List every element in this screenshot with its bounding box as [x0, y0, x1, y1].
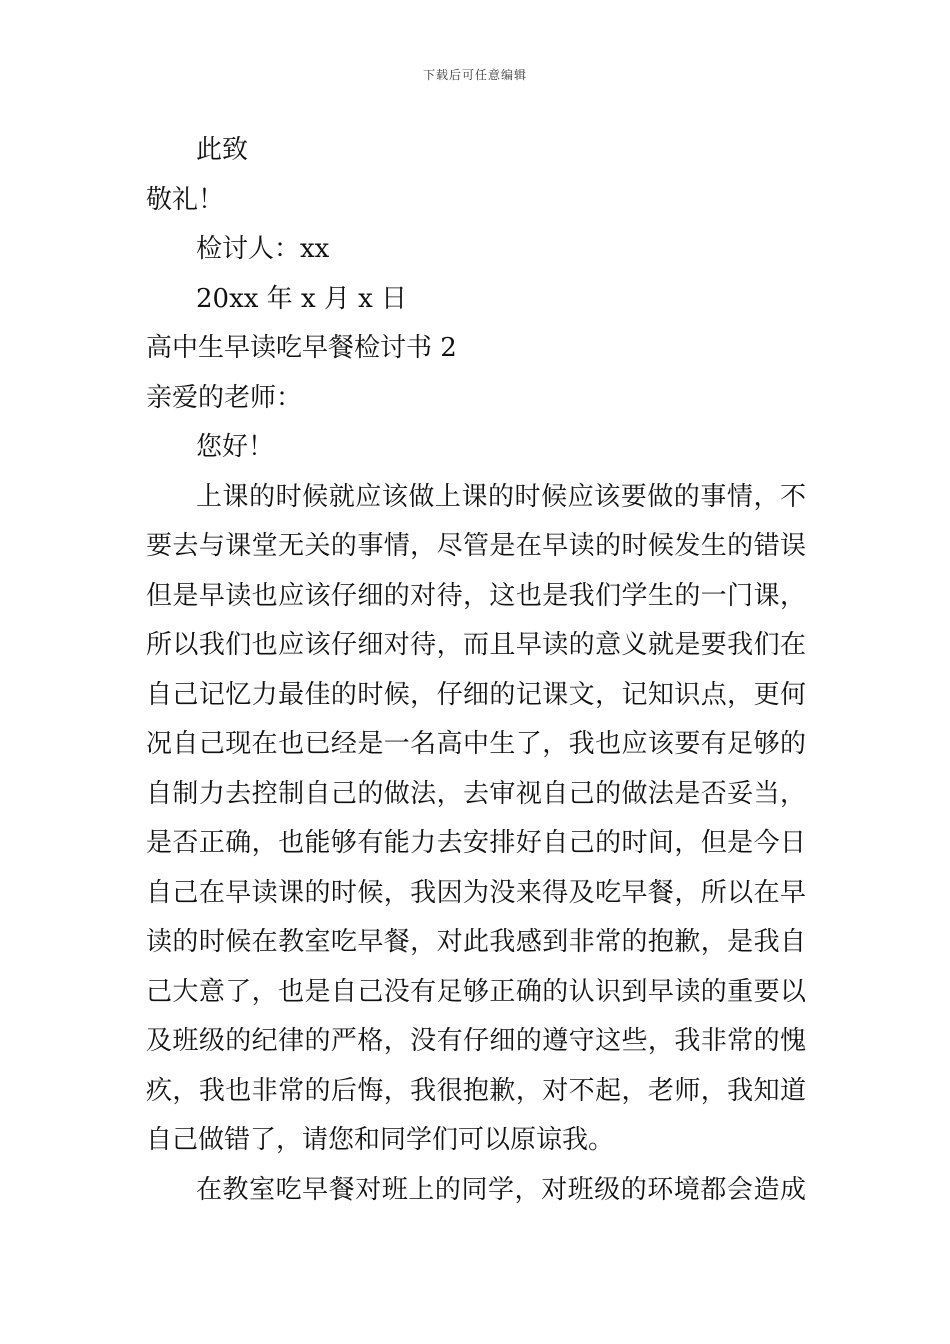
document-body [146, 126, 806, 1215]
signer-line: 检讨人：xx [196, 234, 330, 264]
paragraph-line: 所以我们也应该仔细对待，而且早读的意义就是要我们在 [146, 630, 806, 660]
addressee-line: 亲爱的老师： [146, 382, 303, 413]
paragraph-line: 自制力去控制自己的做法，去审视自己的做法是否妥当， [146, 778, 806, 809]
paragraph-1 [146, 473, 806, 1166]
paragraph-line: 上课的时候就应该做上课的时候应该要做的事情，不 [196, 481, 806, 512]
paragraph-line: 疚，我也非常的后悔，我很抱歉，对不起，老师，我知道 [146, 1075, 806, 1106]
paragraph-line: 读的时候在教室吃早餐，对此我感到非常的抱歉，是我自 [146, 927, 806, 957]
paragraph-line: 在教室吃早餐对班上的同学，对班级的环境都会造成 [196, 1174, 806, 1205]
paragraph-line: 自己做错了，请您和同学们可以原谅我。 [146, 1125, 615, 1155]
date-line: 20xx 年 x 月 x 日 [196, 283, 408, 314]
closing-salutation: 此致 [196, 135, 249, 165]
paragraph-line: 况自己现在也已经是一名高中生了，我也应该要有足够的 [146, 729, 806, 759]
letter-title: 高中生早读吃早餐检讨书 2 [146, 333, 457, 363]
paragraph-line: 但是早读也应该仔细的对待，这也是我们学生的一门课， [146, 580, 806, 611]
paragraph-line: 是否正确，也能够有能力去安排好自己的时间，但是今日 [146, 828, 806, 858]
paragraph-2 [146, 1166, 806, 1216]
greeting-line: 您好！ [196, 432, 275, 462]
closing-regards: 敬礼！ [146, 184, 225, 215]
paragraph-line: 及班级的纪律的严格，没有仔细的遵守这些，我非常的愧 [146, 1026, 806, 1056]
paragraph-line: 己大意了，也是自己没有足够正确的认识到早读的重要以 [146, 976, 806, 1007]
paragraph-line: 自己在早读课的时候，我因为没来得及吃早餐，所以在早 [146, 877, 806, 908]
paragraph-line: 自己记忆力最佳的时候，仔细的记课文，记知识点，更何 [146, 679, 806, 710]
page-header-note: 下载后可任意编辑 [422, 68, 527, 82]
paragraph-line: 要去与课堂无关的事情，尽管是在早读的时候发生的错误 [146, 531, 806, 561]
